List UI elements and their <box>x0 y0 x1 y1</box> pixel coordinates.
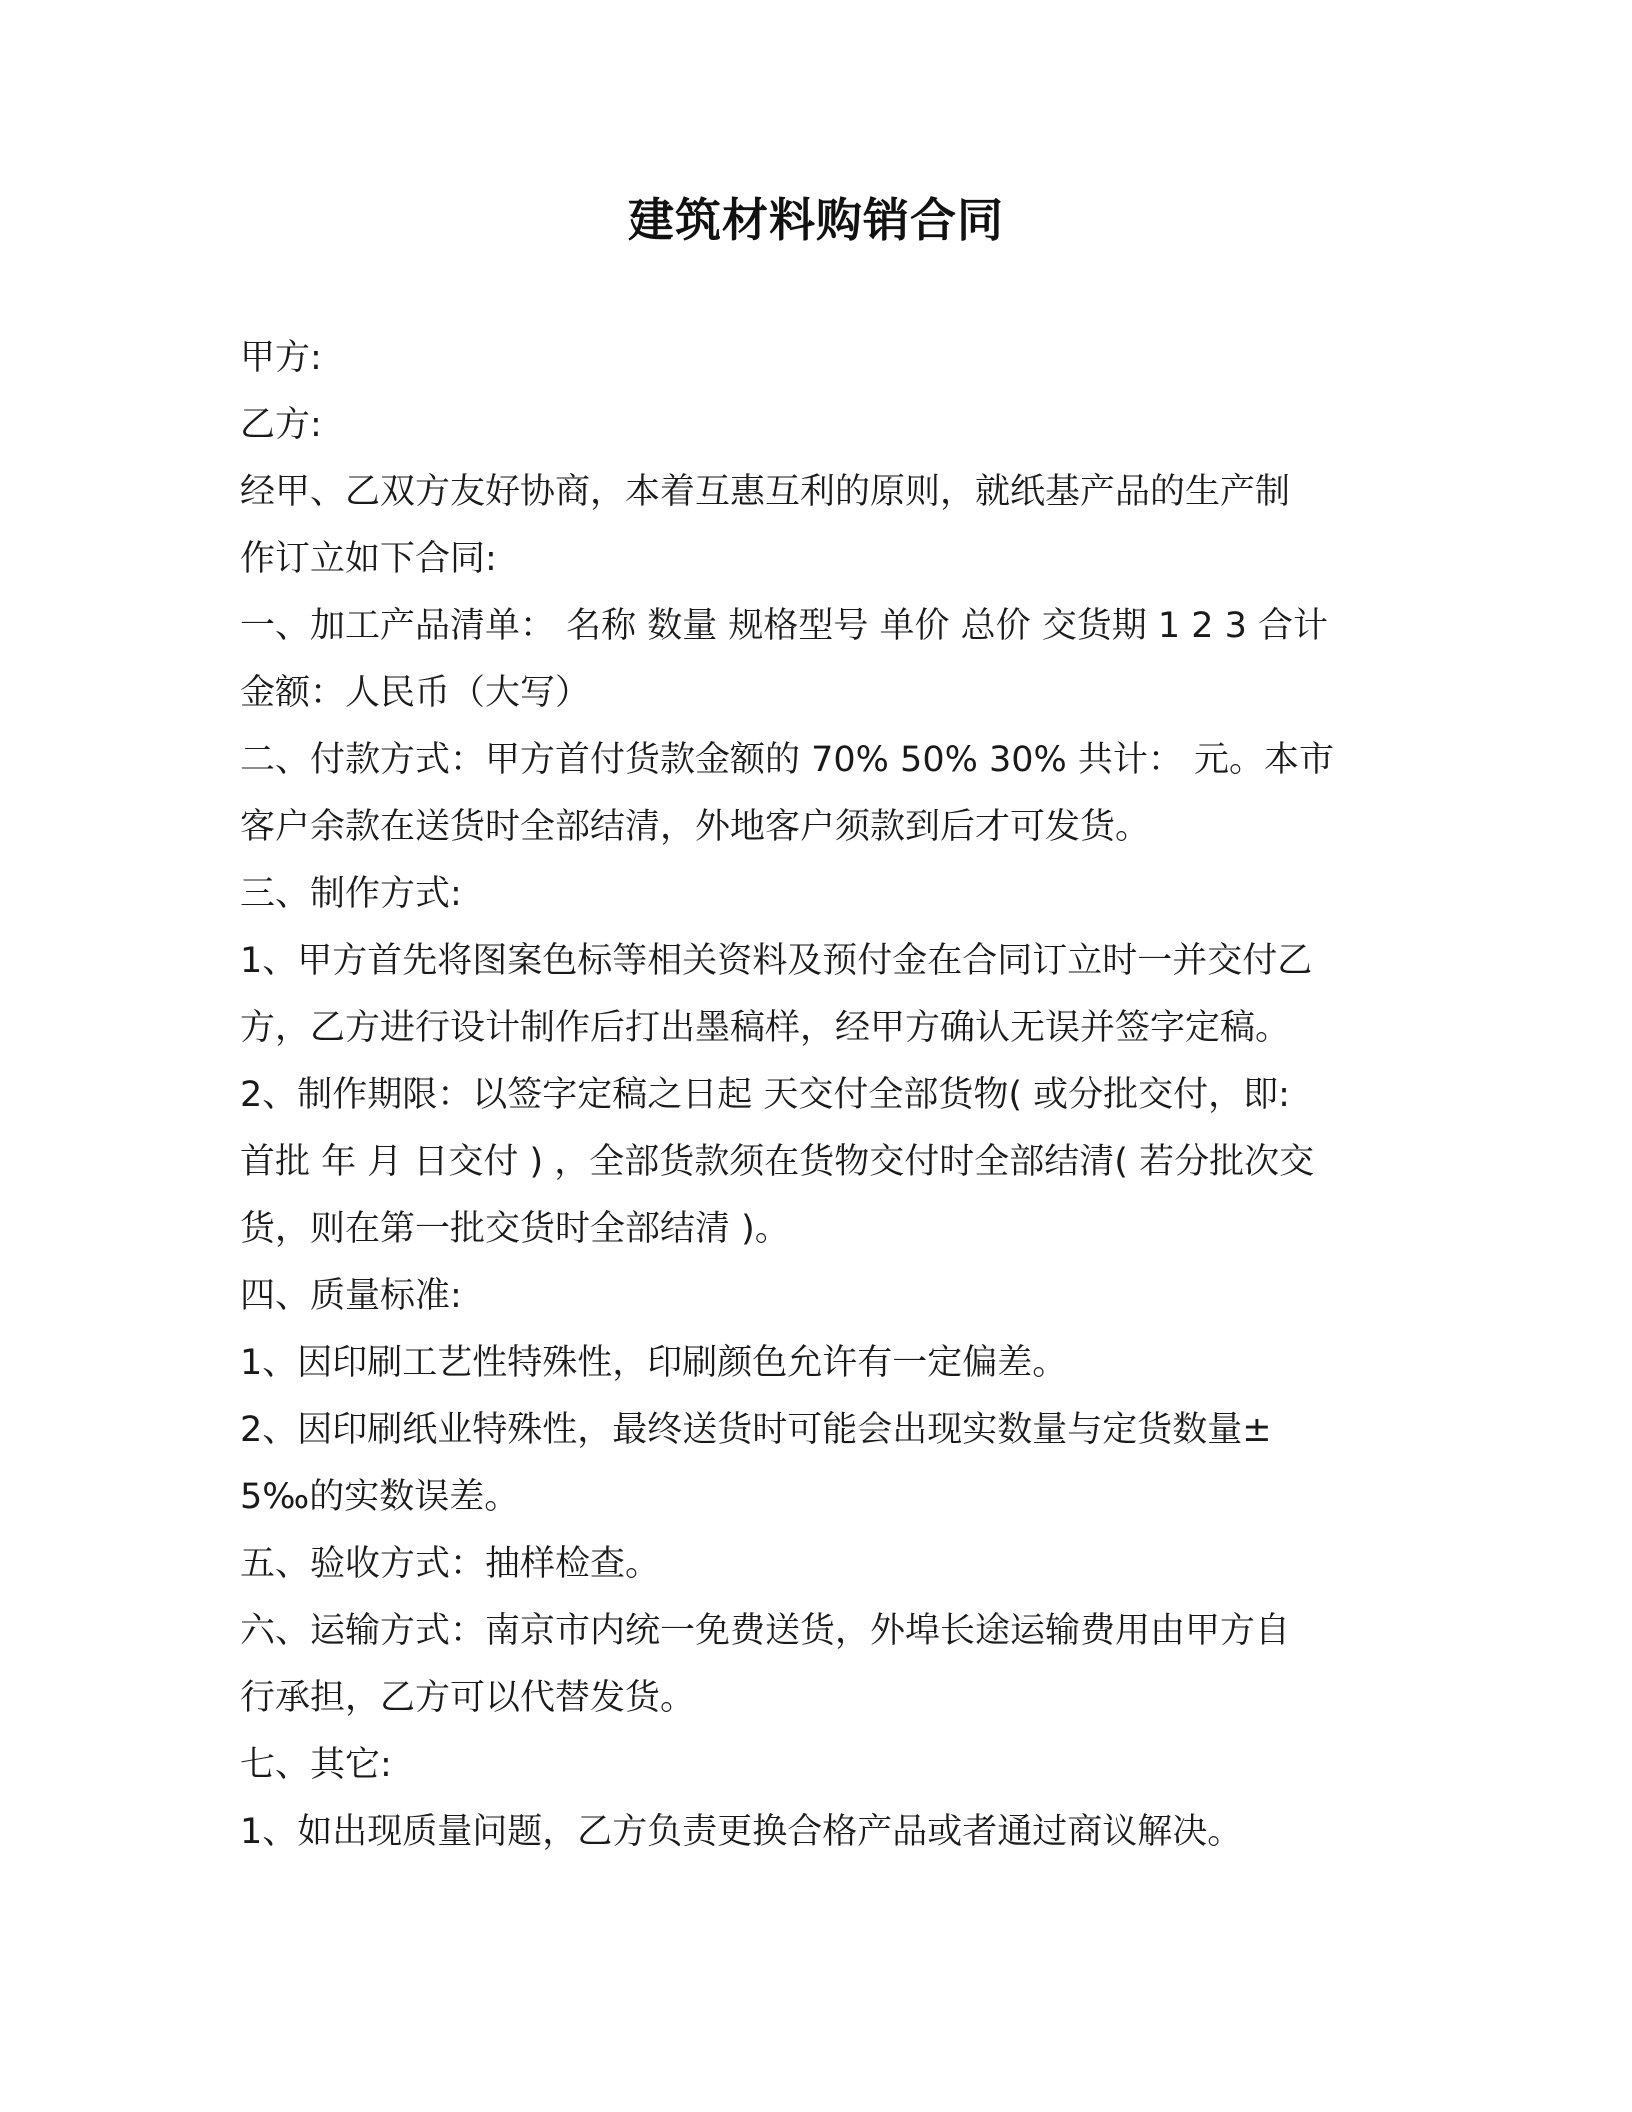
section-6-line: 六、运输方式：南京市内统一免费送货，外埠长途运输费用由甲方自 <box>240 1611 1291 1651</box>
section-6-line: 行承担，乙方可以代替发货。 <box>240 1678 696 1718</box>
section-3-item-line: 方，乙方进行设计制作后打出墨稿样，经甲方确认无误并签字定稿。 <box>240 1008 1291 1048</box>
section-7-heading: 七、其它: <box>240 1745 392 1785</box>
section-5-line: 五、验收方式：抽样检查。 <box>240 1544 661 1584</box>
section-3-item-line: 首批 年 月 日交付 ) ，全部货款须在货物交付时全部结清( 若分批次交 <box>240 1142 1315 1182</box>
party-a-line: 甲方: <box>240 338 322 378</box>
section-4-heading: 四、质量标准: <box>240 1276 462 1316</box>
section-1-line: 一、加工产品清单： 名称 数量 规格型号 单价 总价 交货期 1 2 3 合计 <box>240 606 1329 646</box>
section-3-item-line: 2、制作期限：以签字定稿之日起 天交付全部货物( 或分批交付，即: <box>240 1075 1290 1115</box>
section-3-item-line: 1、甲方首先将图案色标等相关资料及预付金在合同订立时一并交付乙 <box>240 941 1313 981</box>
party-b-line: 乙方: <box>240 405 322 445</box>
section-4-item-line: 5‰的实数误差。 <box>240 1477 520 1517</box>
section-2-line: 二、付款方式：甲方首付货款金额的 70% 50% 30% 共计： 元。本市 <box>240 740 1335 780</box>
preamble-line: 经甲、乙双方友好协商，本着互惠互利的原则，就纸基产品的生产制 <box>240 472 1291 512</box>
section-1-line: 金额：人民币（大写） <box>240 673 591 713</box>
document-title: 建筑材料购销合同 <box>628 193 1004 247</box>
section-3-item-line: 货，则在第一批交货时全部结清 )。 <box>240 1209 790 1249</box>
section-2-line: 客户余款在送货时全部结清，外地客户须款到后才可发货。 <box>240 807 1151 847</box>
document-body <box>240 325 1390 1866</box>
section-4-item-line: 1、因印刷工艺性特殊性，印刷颜色允许有一定偏差。 <box>240 1343 1068 1383</box>
preamble-line: 作订立如下合同: <box>240 539 497 579</box>
section-7-item-line: 1、如出现质量问题，乙方负责更换合格产品或者通过商议解决。 <box>240 1812 1243 1852</box>
section-4-item-line: 2、因印刷纸业特殊性，最终送货时可能会出现实数量与定货数量± <box>240 1410 1272 1450</box>
section-3-heading: 三、制作方式: <box>240 874 462 914</box>
